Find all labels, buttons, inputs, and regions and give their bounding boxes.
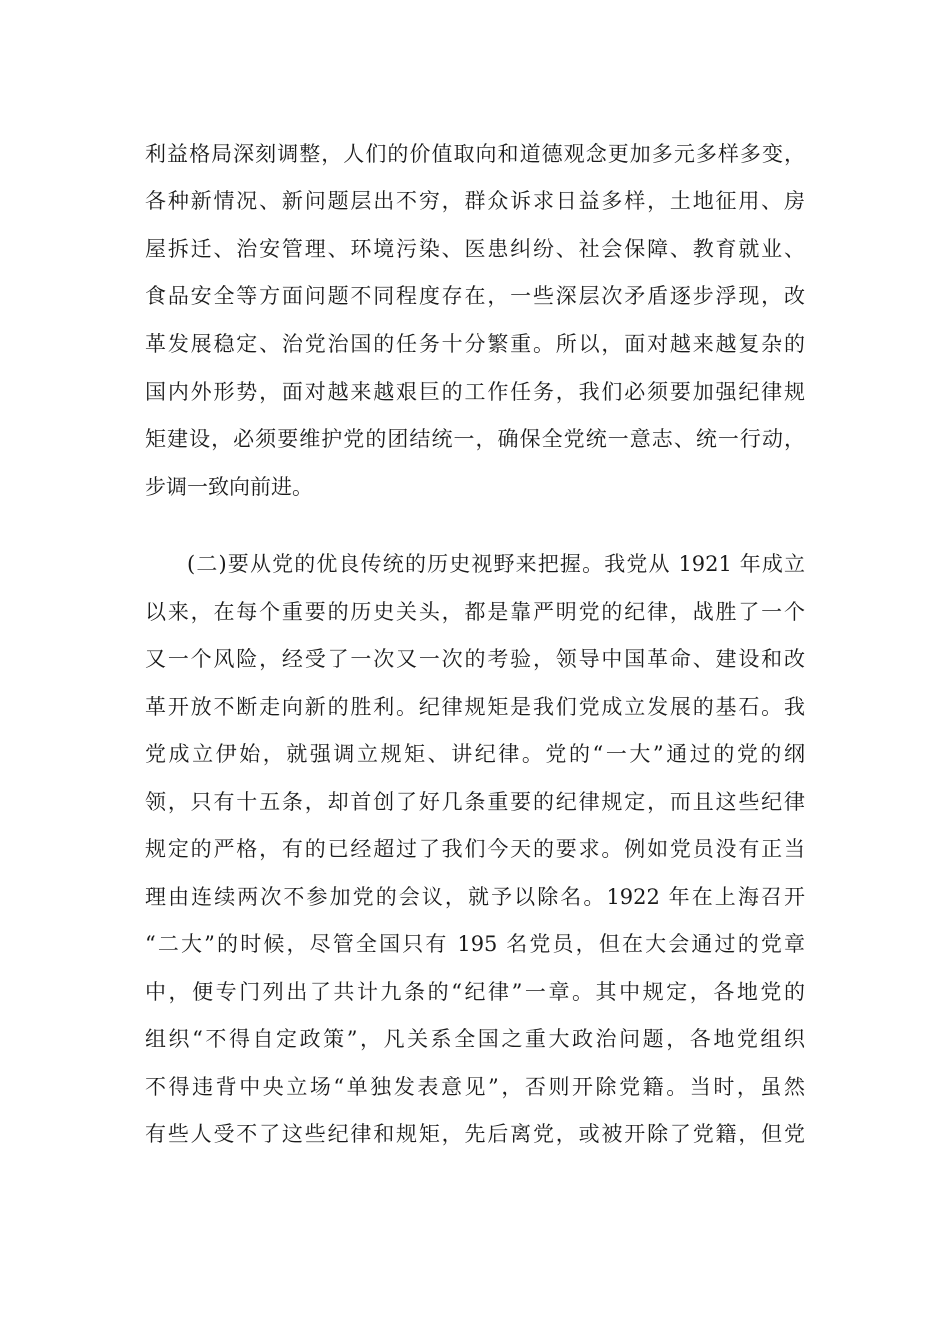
text-line: 领，只有十五条，却首创了好几条重要的纪律规定，而且这些纪律 — [145, 790, 805, 814]
text-line: 以来，在每个重要的历史关头，都是靠严明党的纪律，战胜了一个 — [145, 600, 805, 624]
text-line: “二大”的时候，尽管全国只有 195 名党员，但在大会通过的党章 — [145, 932, 805, 956]
text-line: 规定的严格，有的已经超过了我们今天的要求。例如党员没有正当 — [145, 837, 805, 861]
text-line: 革发展稳定、治党治国的任务十分繁重。所以，面对越来越复杂的 — [145, 332, 805, 356]
text-line: 各种新情况、新问题层出不穷，群众诉求日益多样，土地征用、房 — [145, 189, 805, 213]
text-line: 革开放不断走向新的胜利。纪律规矩是我们党成立发展的基石。我 — [145, 695, 805, 719]
text-line: (二)要从党的优良传统的历史视野来把握。我党从 1921 年成立 — [187, 552, 805, 576]
text-line: 食品安全等方面问题不同程度存在，一些深层次矛盾逐步浮现，改 — [145, 284, 805, 308]
text-line: 理由连续两次不参加党的会议，就予以除名。1922 年在上海召开 — [145, 885, 805, 909]
text-line: 屋拆迁、治安管理、环境污染、医患纠纷、社会保障、教育就业、 — [145, 237, 805, 261]
text-line: 又一个风险，经受了一次又一次的考验，领导中国革命、建设和改 — [145, 647, 805, 671]
text-line: 有些人受不了这些纪律和规矩，先后离党，或被开除了党籍，但党 — [145, 1122, 805, 1146]
text-line: 国内外形势，面对越来越艰巨的工作任务，我们必须要加强纪律规 — [145, 380, 805, 404]
text-line: 矩建设，必须要维护党的团结统一，确保全党统一意志、统一行动， — [145, 427, 805, 451]
text-line: 党成立伊始，就强调立规矩、讲纪律。党的“一大”通过的党的纲 — [145, 742, 805, 766]
text-line: 步调一致向前进。 — [145, 475, 313, 499]
text-line: 组织“不得自定政策”，凡关系全国之重大政治问题，各地党组织 — [145, 1027, 805, 1051]
text-line: 利益格局深刻调整，人们的价值取向和道德观念更加多元多样多变， — [145, 142, 805, 166]
text-line: 中，便专门列出了共计九条的“纪律”一章。其中规定，各地党的 — [145, 980, 805, 1004]
text-line: 不得违背中央立场“单独发表意见”，否则开除党籍。当时，虽然 — [145, 1075, 805, 1099]
